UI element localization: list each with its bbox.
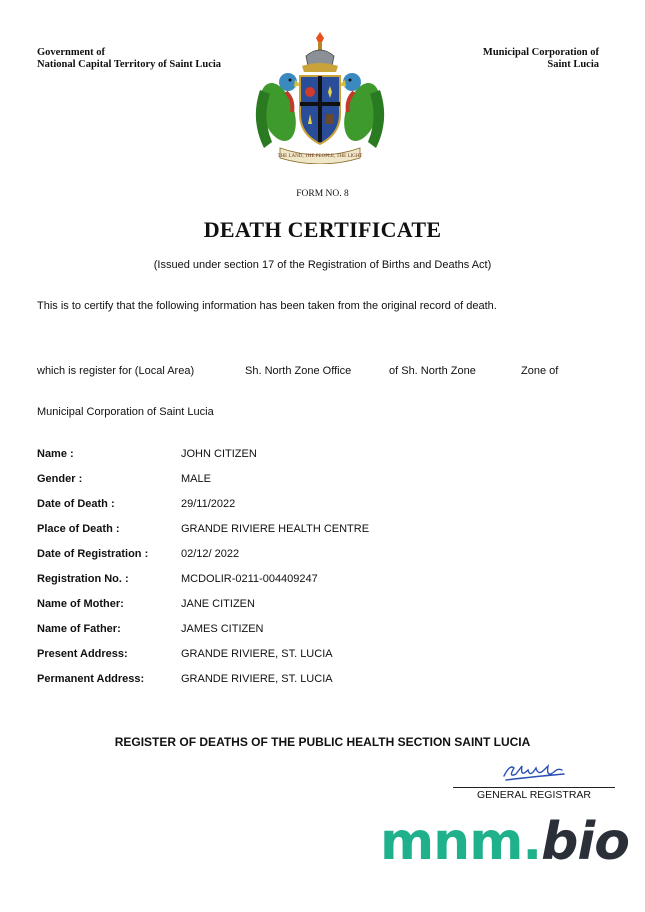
government-line-1: Government of	[37, 47, 105, 58]
field-value-present-address: GRANDE RIVIERE, ST. LUCIA	[181, 648, 333, 660]
registrar-title: GENERAL REGISTRAR	[477, 789, 591, 801]
municipal-line-1: Municipal Corporation of	[482, 47, 599, 58]
field-value-permanent-address: GRANDE RIVIERE, ST. LUCIA	[181, 673, 333, 685]
field-value-name: JOHN CITIZEN	[181, 448, 257, 460]
local-area-prefix: which is register for (Local Area)	[37, 365, 195, 377]
field-value-registration-no: MCDOLIR-0211-004409247	[181, 573, 318, 585]
registrar-signature	[500, 760, 570, 784]
local-area-office: Sh. North Zone Office	[245, 365, 352, 377]
local-area-zone-of: Zone of	[521, 365, 559, 377]
field-label-place-of-death: Place of Death :	[37, 523, 120, 535]
certificate-title: DEATH CERTIFICATE	[203, 217, 442, 242]
field-value-date-of-death: 29/11/2022	[181, 498, 236, 510]
watermark-part-2: bio	[541, 812, 629, 872]
field-value-father: JAMES CITIZEN	[181, 623, 264, 635]
government-line-2: National Capital Territory of Saint Lucia	[37, 59, 222, 70]
field-value-place-of-death: GRANDE RIVIERE HEALTH CENTRE	[181, 523, 370, 535]
issued-under-text: (Issued under section 17 of the Registration of Births and Deaths Act)	[153, 259, 492, 271]
field-value-date-of-registration: 02/12/ 2022	[181, 548, 240, 560]
watermark	[380, 812, 629, 872]
field-value-mother: JANE CITIZEN	[181, 598, 255, 610]
government-header	[37, 47, 221, 71]
field-label-gender: Gender :	[37, 473, 83, 485]
left-parrot-icon	[254, 73, 303, 148]
field-label-name: Name :	[37, 448, 74, 460]
shield-icon	[300, 76, 340, 144]
municipal-line-2: Saint Lucia	[547, 59, 599, 70]
signature-line	[453, 787, 615, 788]
field-label-father: Name of Father:	[37, 623, 121, 635]
field-label-date-of-registration: Date of Registration :	[37, 548, 149, 560]
municipal-header	[483, 47, 599, 71]
certify-statement: This is to certify that the following information has been taken from the original record of death.	[37, 300, 497, 312]
right-parrot-icon	[338, 73, 387, 148]
field-label-registration-no: Registration No. :	[37, 573, 129, 585]
register-title: REGISTER OF DEATHS OF THE PUBLIC HEALTH SECTION SAINT LUCIA	[114, 735, 531, 749]
field-value-gender: MALE	[181, 473, 211, 485]
field-label-date-of-death: Date of Death :	[37, 498, 115, 510]
form-number: FORM NO. 8	[296, 189, 349, 199]
field-label-present-address: Present Address:	[37, 648, 128, 660]
watermark-part-1: mnm.	[380, 812, 542, 872]
field-label-permanent-address: Permanent Address:	[37, 673, 145, 685]
local-area-zone: of Sh. North Zone	[389, 365, 476, 377]
crest-motto: THE LAND, THE PEOPLE, THE LIGHT	[277, 154, 363, 159]
field-label-mother: Name of Mother:	[37, 598, 124, 610]
coat-of-arms-crest	[246, 30, 394, 164]
municipal-corporation-text: Municipal Corporation of Saint Lucia	[37, 406, 214, 418]
